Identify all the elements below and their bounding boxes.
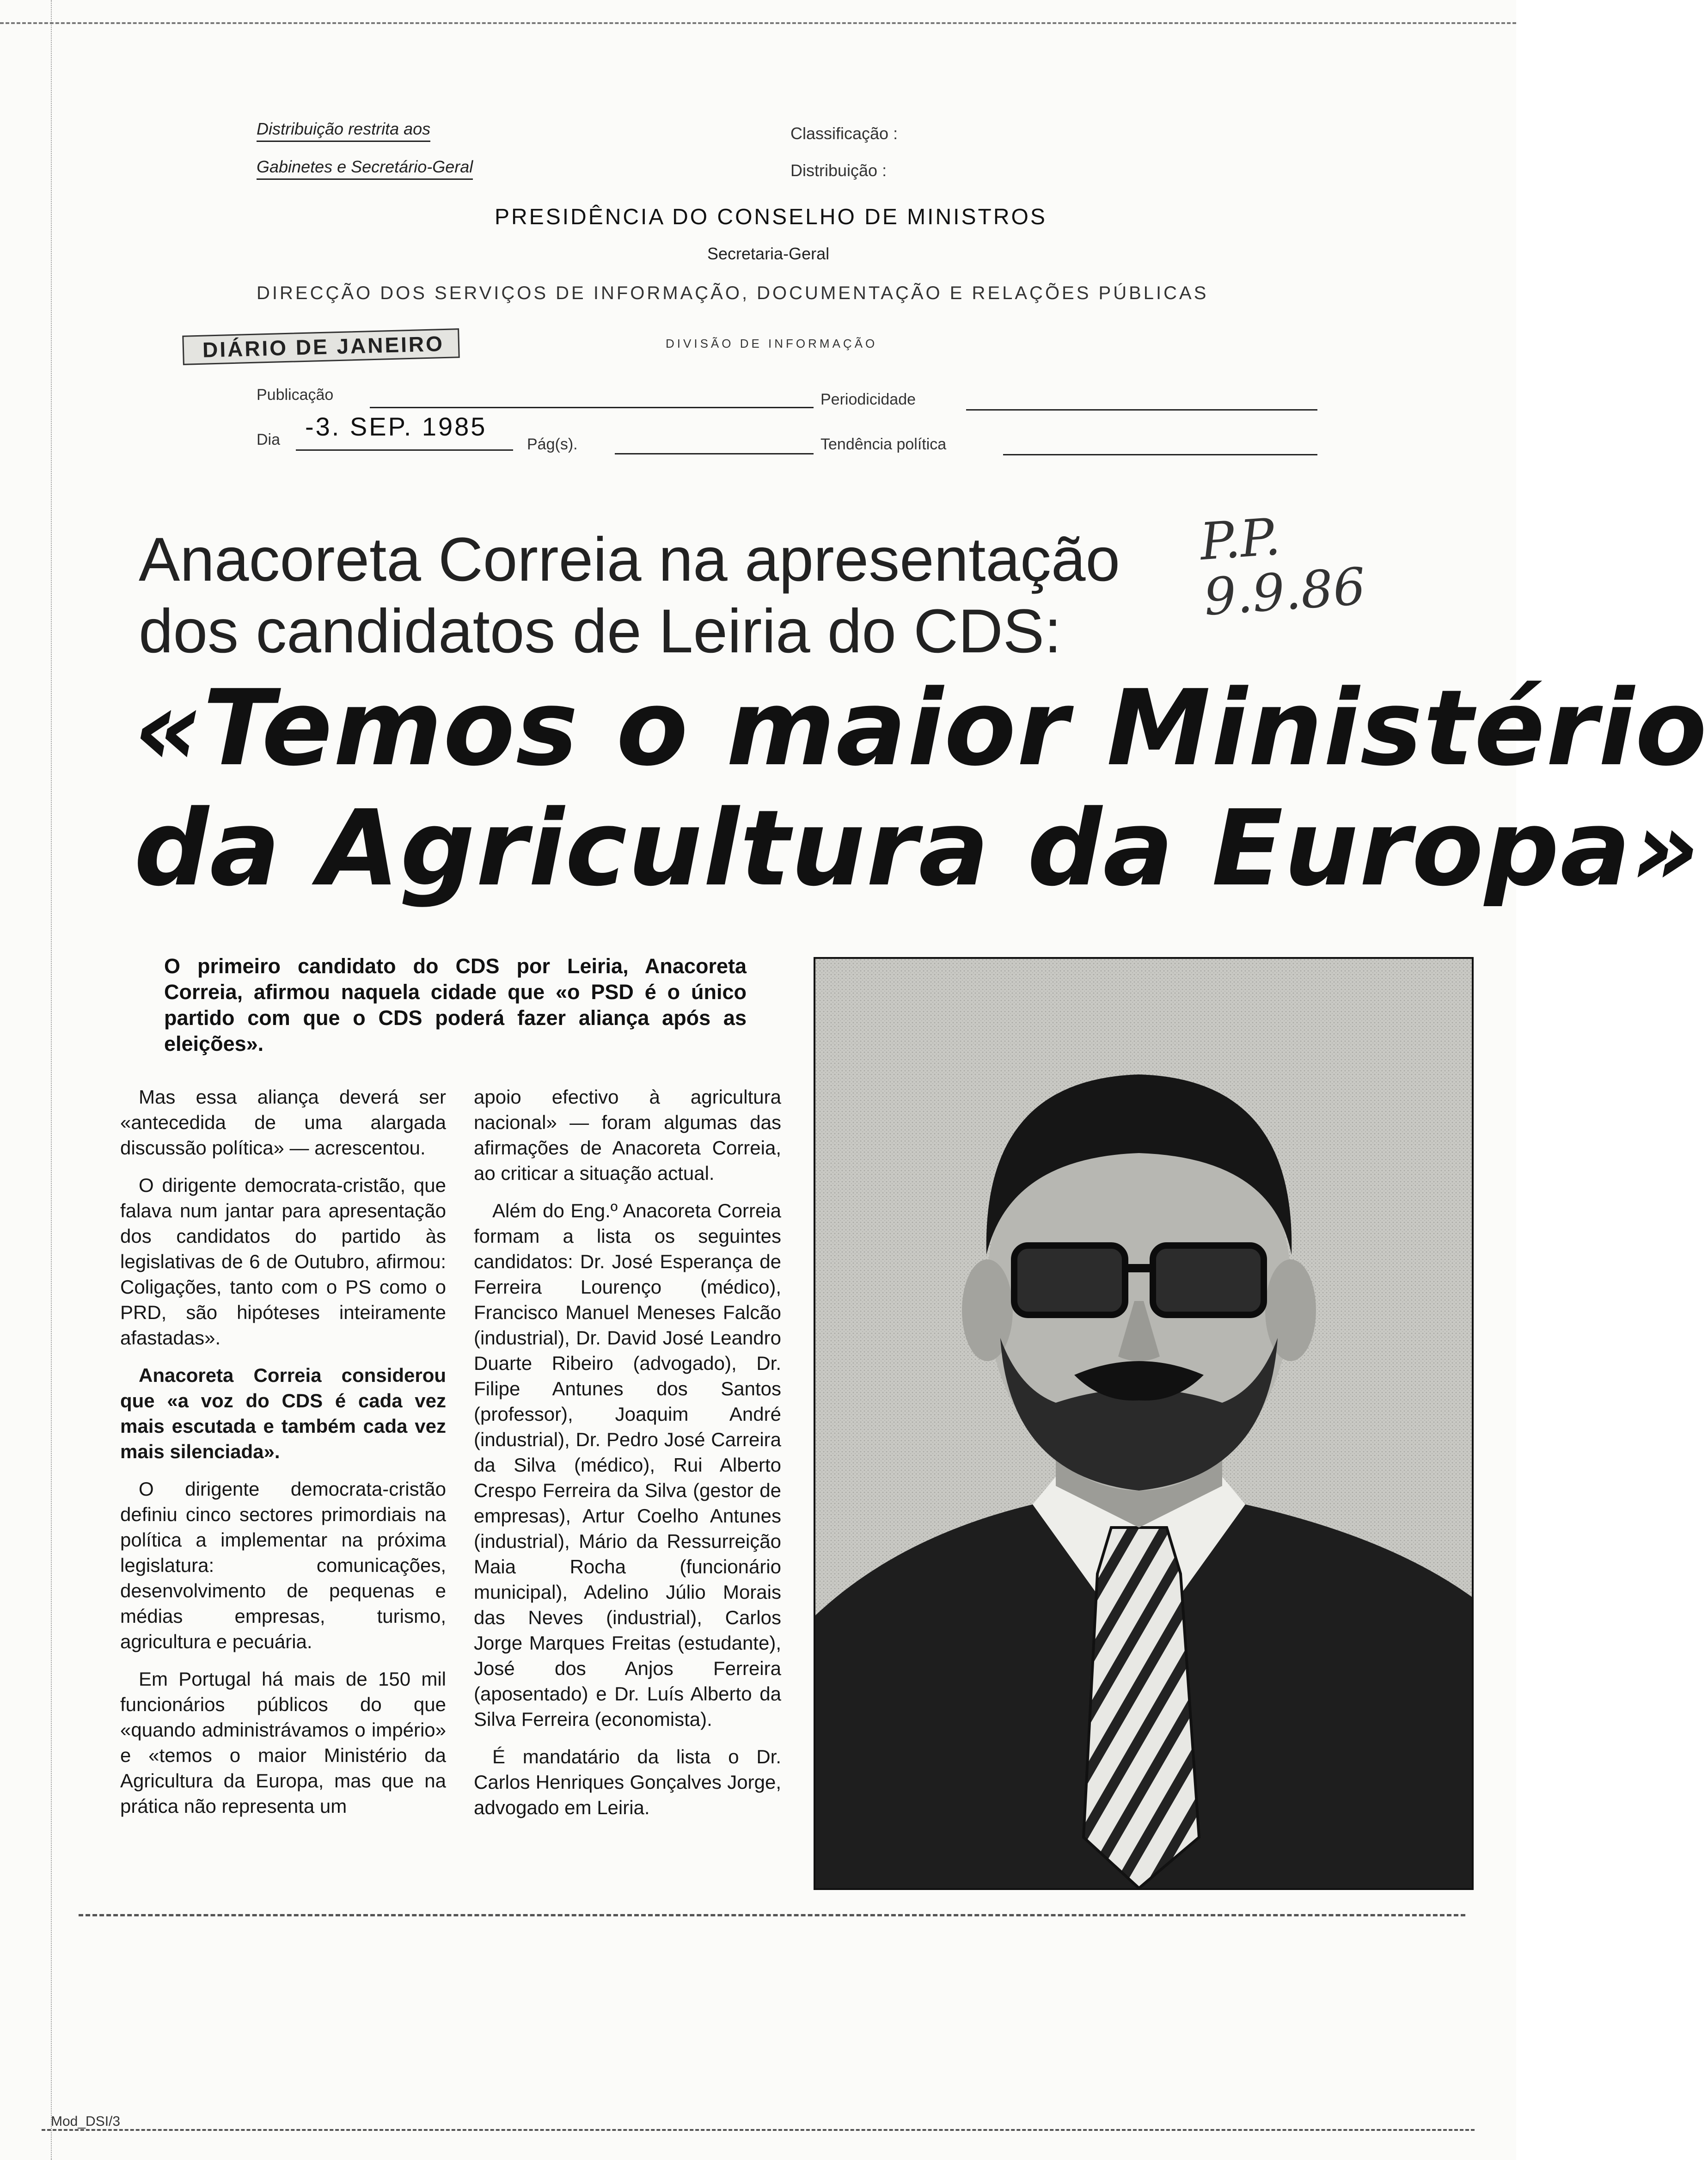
candidate-photo <box>814 957 1474 1890</box>
col2-paragraph-1: apoio efectivo à agricultura nacional» — foram algumas das afirmações de Anacoreta Correia, ao criticar a situação actual. <box>474 1086 781 1184</box>
dia-label: Dia <box>257 431 281 448</box>
ministry-title: PRESIDÊNCIA DO CONSELHO DE MINISTROS <box>495 205 1047 229</box>
periodicidade-label: Periodicidade <box>820 391 916 408</box>
scan-bottom-edge <box>79 1914 1465 1916</box>
distribution-restricted-line1: Distribuição restrita aos <box>257 119 430 142</box>
secretaria-geral: Secretaria-Geral <box>707 244 830 263</box>
periodicidade-line <box>966 409 1317 411</box>
col2-paragraph-3: É mandatário da lista o Dr. Carlos Henriques Gonçalves Jorge, advogado em Leiria. <box>474 1746 781 1818</box>
col1-paragraph-4: O dirigente democrata-cristão definiu cinco sectores primordiais na política a implementar na próxima legislatura: comunicações, desenvolvimento de pequenas e médias empresas, turismo, agricultura e pecuária. <box>120 1478 446 1652</box>
footer-line <box>42 2129 1475 2131</box>
candidate-portrait <box>815 959 1472 1888</box>
distribuicao-label: Distribuição : <box>790 161 887 180</box>
article-column-2 <box>474 1084 781 1832</box>
lead-paragraph: O primeiro candidato do CDS por Leiria, Anacoreta Correia, afirmou naquela cidade que «o PSD é o único partido com que o CDS poderá fazer aliança após as eleições». <box>164 954 747 1055</box>
dia-line <box>296 449 513 451</box>
headline-line1: «Temos o maior Ministério <box>134 668 1708 789</box>
distribution-restricted-line2: Gabinetes e Secretário-Geral <box>257 157 473 180</box>
publicacao-label: Publicação <box>257 386 334 404</box>
kicker-line2: dos candidatos de Leiria do CDS: <box>139 597 1062 666</box>
col2-paragraph-2: Além do Eng.º Anacoreta Correia formam a lista os seguintes candidatos: Dr. José Esperança de Ferreira Lourenço (médico), Francisco Manuel Meneses Falcão (industrial), Dr. David José Leandro Duarte Ribeiro (advogado), Dr. Filipe Antunes dos Santos (professor), Joaquim André (industrial), Dr. Pedro José Carreira da Silva (médico), Rui Alberto Crespo Ferreira da Silva (gestor de empresas), Artur Coelho Antunes (industrial), Mário da Ressurreição Maia Rocha (funcionário municipal), Adelino Júlio Morais das Neves (industrial), Carlos Jorge Marques Freitas (estudante), José dos Anjos Ferreira (aposentado) e Dr. Luís Alberto da Silva Ferreira (economista). <box>474 1200 781 1730</box>
col1-paragraph-1: Mas essa aliança deverá ser «antecedida de uma alargada discussão política» — acrescentou. <box>120 1086 446 1159</box>
publicacao-line <box>370 407 814 408</box>
publication-stamp: DIÁRIO DE JANEIRO <box>182 328 459 365</box>
col1-paragraph-5: Em Portugal há mais de 150 mil funcionários públicos do que «quando administrávamos o império» e «temos o maior Ministério da Agricultura da Europa, mas que na prática não representa um <box>120 1668 446 1817</box>
division-title: DIVISÃO DE INFORMAÇÃO <box>666 337 878 350</box>
date-value: -3. SEP. 1985 <box>305 412 487 441</box>
handwritten-note: P.P. 9.9.86 <box>1198 507 1368 627</box>
direction-title: DIRECÇÃO DOS SERVIÇOS DE INFORMAÇÃO, DOCUMENTAÇÃO E RELAÇÕES PÚBLICAS <box>257 283 1209 303</box>
pags-line <box>615 453 814 454</box>
scan-left-edge <box>0 0 52 2160</box>
tendencia-line <box>1003 454 1317 455</box>
headline-line2: da Agricultura da Europa» <box>134 788 1701 909</box>
form-code: Mod_DSI/3 <box>51 2114 121 2129</box>
col1-paragraph-2: O dirigente democrata-cristão, que falava num jantar para apresentação dos candidatos do partido às legislativas de 6 de Outubro, afirmou: Coligações, tanto com o PS como o PRD, são hipóteses inteiramente afastadas». <box>120 1174 446 1349</box>
tendencia-label: Tendência política <box>820 436 947 453</box>
kicker-line1: Anacoreta Correia na apresentação <box>139 525 1120 594</box>
article-column-1 <box>120 1084 446 1831</box>
classificacao-label: Classificação : <box>790 124 898 143</box>
col1-paragraph-3: Anacoreta Correia considerou que «a voz do CDS é cada vez mais escutada e também cada vez mais silenciada». <box>120 1364 446 1462</box>
scan-top-edge <box>0 22 1516 24</box>
pags-label: Pág(s). <box>527 436 578 453</box>
